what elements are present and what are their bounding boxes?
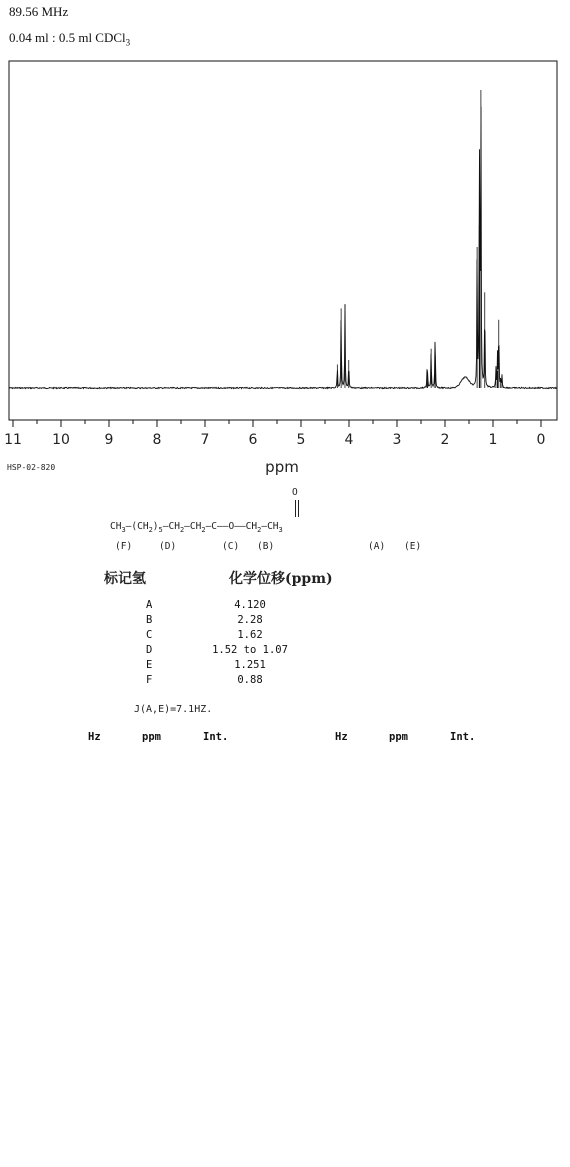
- group-ch3-e-sub: 3: [278, 525, 283, 534]
- label-a: (A): [368, 541, 386, 552]
- assignment-value: 1.251: [234, 659, 266, 671]
- formula-line: $CH_3—(CH_2)_5—CH_2—CH_2—C——O——CH_2—CH_3$: [110, 521, 283, 534]
- ester-oxygen: O: [228, 521, 235, 532]
- label-f: (F): [115, 541, 133, 552]
- assignment-value: 2.28: [237, 614, 263, 626]
- assignment-header-shift: 化学位移(ppm): [229, 571, 333, 587]
- header-int: Int.: [203, 731, 229, 743]
- group-ch2-a-sub: 2: [257, 525, 262, 534]
- assignment-label: C: [146, 629, 153, 641]
- group-ch2n: (CH: [131, 521, 149, 532]
- header-int: Int.: [450, 731, 476, 743]
- assignment-label: E: [146, 659, 153, 671]
- assignment-label: A: [146, 599, 153, 611]
- x-axis-label: ppm: [265, 458, 299, 476]
- sample-text: 0.04 ml : 0.5 ml CDCl: [9, 30, 126, 45]
- assignment-list: [140, 598, 340, 688]
- x-tick-label: 8: [152, 432, 162, 448]
- coupling-constant: J(A,E)=7.1HZ.: [134, 704, 213, 715]
- spectrum-code: HSP-02-820: [7, 463, 56, 472]
- carbonyl-carbon: C: [211, 521, 218, 532]
- header-hz: Hz: [335, 731, 348, 743]
- group-ch2-b: CH: [189, 521, 202, 532]
- group-ch2-b-sub: 2: [201, 525, 206, 534]
- assignment-label: D: [146, 644, 153, 656]
- assignment-row: [140, 598, 340, 613]
- x-tick-label: 6: [248, 432, 258, 448]
- group-ch2n-close: ): [152, 521, 159, 532]
- x-tick-label: 10: [52, 432, 70, 448]
- plot-frame: [9, 61, 557, 420]
- assignment-value: 0.88: [237, 674, 263, 686]
- nmr-spectrum-chart: [0, 60, 570, 480]
- group-ch2n-sub: 2: [148, 525, 153, 534]
- double-bond-right: [298, 500, 300, 517]
- carbonyl-oxygen: O: [292, 487, 298, 498]
- x-tick-label: 2: [440, 432, 450, 448]
- assignment-value: 1.52 to 1.07: [212, 644, 288, 656]
- group-ch2-c-sub: 2: [179, 525, 185, 534]
- sample-description: [9, 30, 130, 48]
- spectrometer-frequency: 89.56 MHz: [9, 4, 69, 19]
- x-tick-label: 1: [488, 432, 498, 448]
- x-tick-label: 7: [200, 432, 210, 448]
- x-tick-label: 5: [296, 432, 306, 448]
- x-tick-label: 0: [536, 432, 546, 448]
- x-tick-label: 9: [104, 432, 114, 448]
- assignment-label: B: [146, 614, 153, 626]
- group-ch3-f-sub: 3: [121, 525, 126, 534]
- assignment-row: [140, 658, 340, 673]
- group-ch3-e: CH: [267, 521, 279, 532]
- label-e: (E): [404, 541, 422, 552]
- group-ch2-a: CH: [245, 521, 258, 532]
- sample-subscript: 3: [125, 37, 131, 48]
- group-ch3-f: CH: [110, 521, 122, 532]
- assignment-value: 1.62: [237, 629, 263, 641]
- group-ch2-c: CH: [168, 521, 180, 532]
- header-hz: Hz: [88, 731, 101, 743]
- header-ppm: ppm: [142, 731, 161, 743]
- x-tick-label: 4: [344, 432, 354, 448]
- label-d: (D): [159, 541, 177, 552]
- x-axis-ticks: [13, 420, 541, 427]
- header-ppm: ppm: [389, 731, 408, 743]
- group-ch2n-count: 5: [158, 525, 163, 534]
- assignment-row: [140, 613, 340, 628]
- assignment-row: [140, 628, 340, 643]
- label-c: (C): [222, 541, 240, 552]
- assignment-header-hydrogen: 标记氢: [104, 571, 146, 587]
- x-tick-label: 3: [392, 432, 402, 448]
- label-b: (B): [257, 541, 275, 552]
- x-tick-label: 11: [4, 432, 22, 448]
- assignment-value: 4.120: [234, 599, 266, 611]
- x-axis-tick-labels: [4, 432, 545, 448]
- assignment-row: [140, 673, 340, 688]
- assignment-label: F: [146, 674, 153, 686]
- assignment-row: [140, 643, 340, 658]
- double-bond-left: [295, 500, 297, 517]
